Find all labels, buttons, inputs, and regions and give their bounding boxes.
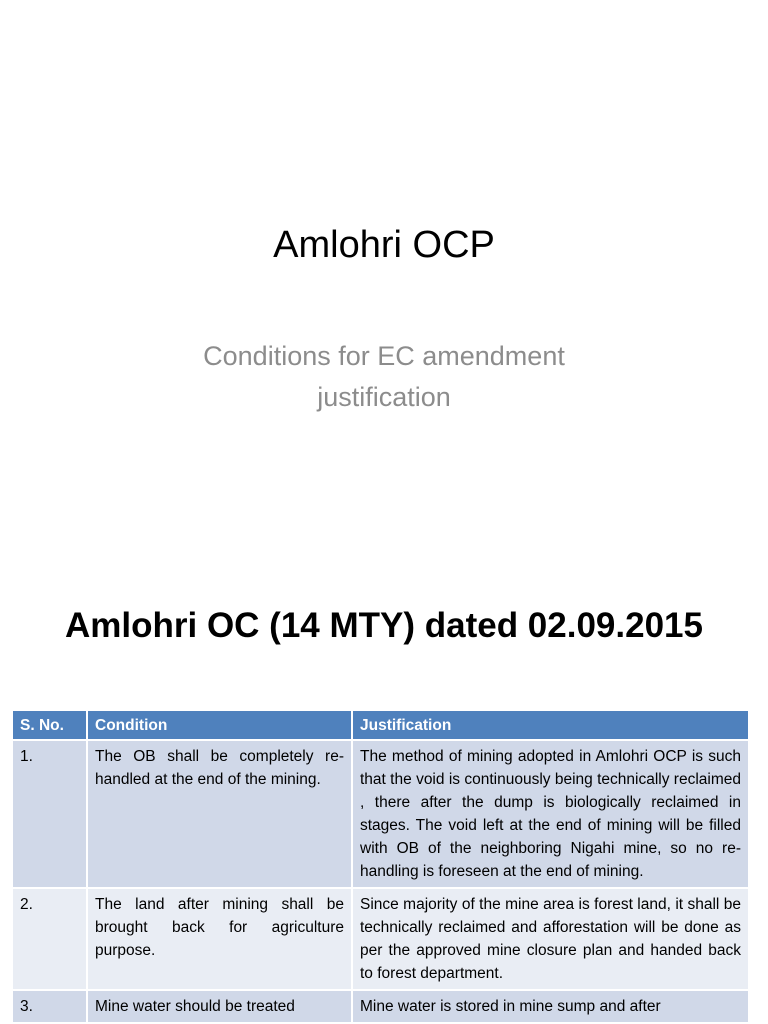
section-heading: Amlohri OC (14 MTY) dated 02.09.2015 bbox=[65, 606, 703, 645]
cell-condition: The land after mining shall be brought back for agriculture purpose. bbox=[87, 888, 352, 990]
cell-justification: Mine water is stored in mine sump and after bbox=[352, 990, 749, 1022]
cell-sno: 1. bbox=[13, 740, 87, 888]
header-sno: S. No. bbox=[13, 711, 87, 740]
conditions-table bbox=[13, 711, 750, 1022]
table-header-row bbox=[13, 711, 749, 740]
cell-condition: Mine water should be treated bbox=[87, 990, 352, 1022]
slide-title: Amlohri OCP bbox=[273, 224, 495, 266]
header-justification: Justification bbox=[352, 711, 749, 740]
table-row bbox=[13, 888, 749, 990]
table-row bbox=[13, 990, 749, 1022]
cell-condition: The OB shall be completely re-handled at the end of the mining. bbox=[87, 740, 352, 888]
header-condition: Condition bbox=[87, 711, 352, 740]
table-row bbox=[13, 740, 749, 888]
cell-sno: 2. bbox=[13, 888, 87, 990]
slide-subtitle: Conditions for EC amendment justification bbox=[203, 341, 565, 412]
cell-justification: The method of mining adopted in Amlohri OCP is such that the void is continuously being technically reclaimed , there after the dump is biologically reclaimed in stages. The void left at the end of mining will be filled with OB of the neighboring Nigahi mine, so no re-handling is foreseen at the end of mining. bbox=[352, 740, 749, 888]
cell-justification: Since majority of the mine area is forest land, it shall be technically reclaimed and afforestation will be done as per the approved mine closure plan and handed back to forest department. bbox=[352, 888, 749, 990]
cell-sno: 3. bbox=[13, 990, 87, 1022]
